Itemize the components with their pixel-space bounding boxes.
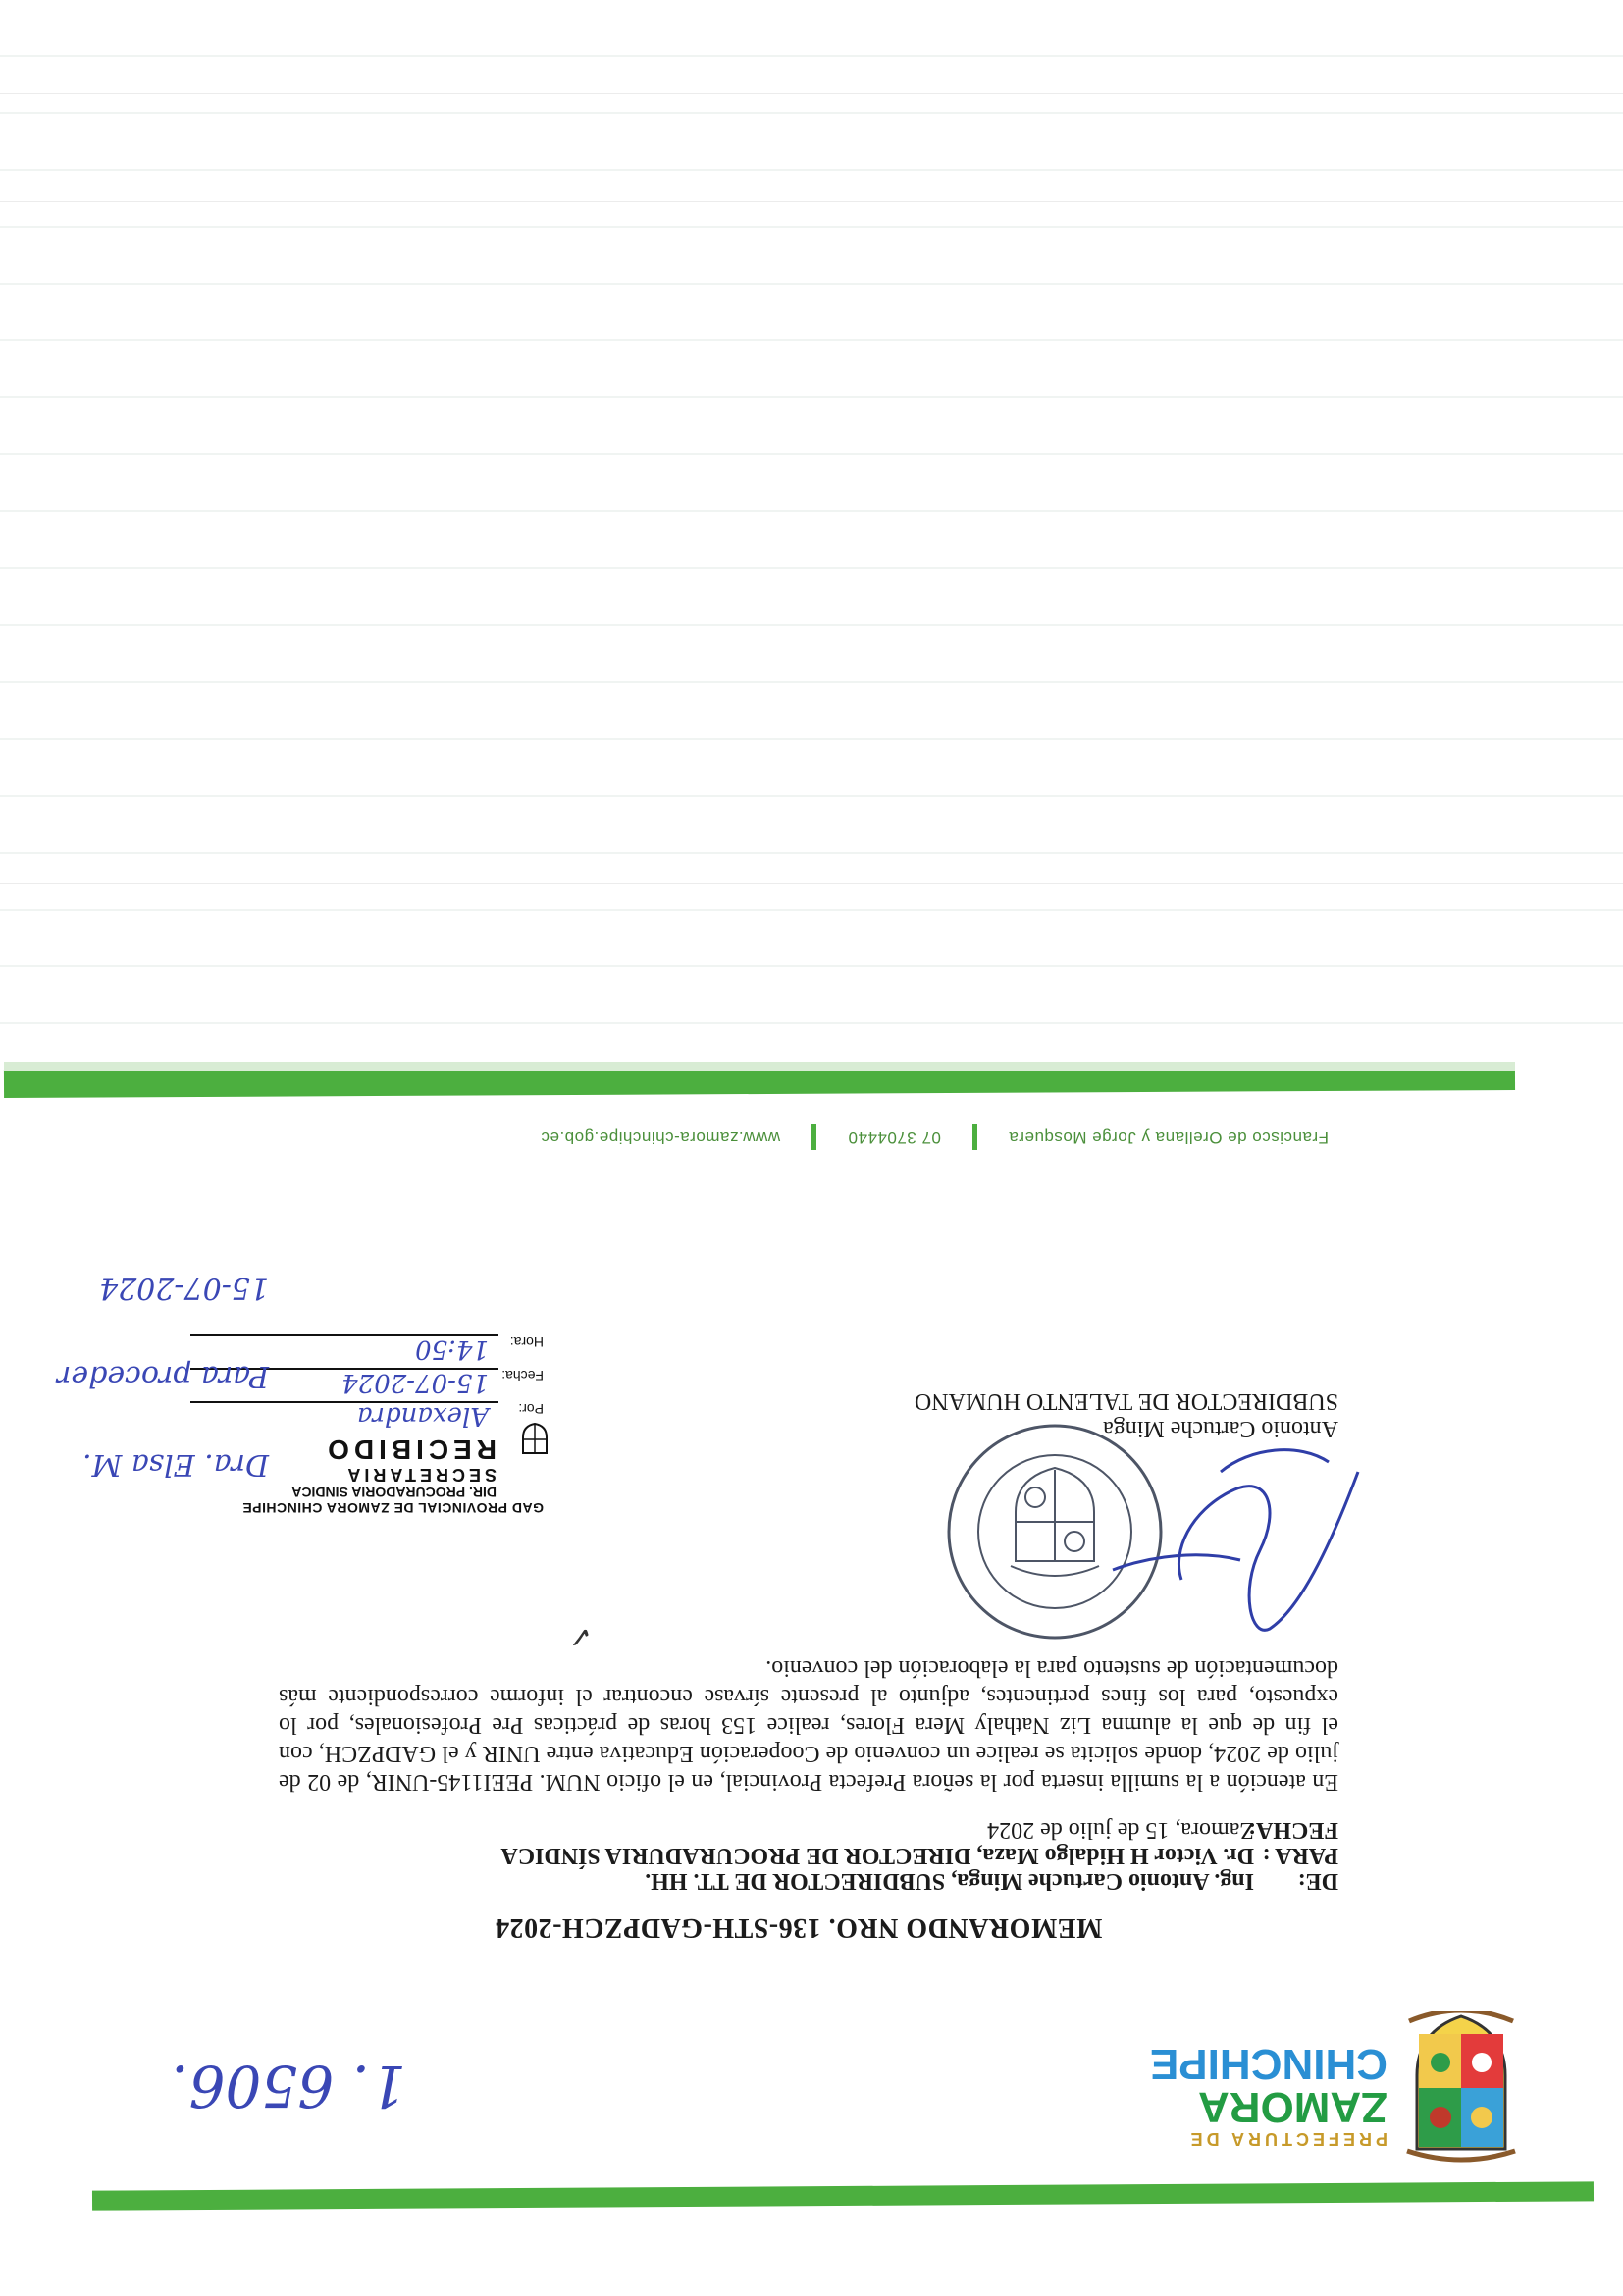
header-value: Dr. Victor H Hidalgo Maza, DIRECTOR DE PROCURADURIA SÍNDICA: [500, 1843, 1254, 1868]
header-row-date: [279, 1817, 1338, 1843]
top-green-band: [92, 2181, 1594, 2210]
stamp-value: 15-07-2024: [190, 1368, 498, 1395]
footer-separator: [812, 1124, 816, 1150]
footer-phone: 07 3704440: [848, 1128, 941, 1147]
signer-position: SUBDIRECTOR DE TALENTO HUMANO: [914, 1388, 1338, 1414]
prefecture-emblem-icon: [1397, 2011, 1525, 2168]
stamp-emblem-icon: [520, 1422, 550, 1457]
header-label: FECHA:: [1248, 1817, 1338, 1843]
stamp-value: 14:50: [190, 1334, 498, 1362]
stamp-key: Por:: [518, 1401, 544, 1417]
memo-body-paragraph: En atención a la sumilla inserta por la señora Prefecta Provincial, en el oficio NUM. PEEI1145-UNIR, de 02 de julio de 2024, donde solicita se realice un convenio de Cooperación Educativa entre UNIR y el GADPZCH, con el fin de que la alumna Liz Nathaly Mera Flores, realice 153 horas de prácticas Pre Profesionales, por lo expuesto, para los fines pertinentes, adjunto al presente sírvase encontrar el informe correspondiente más documentación de sustento para la elaboración del convenio.: [279, 1655, 1338, 1795]
stamp-department: DIR. PROCURADORIA SINDICA: [291, 1485, 497, 1500]
header-label: PARA :: [1262, 1843, 1338, 1868]
scan-artifact-line: [0, 883, 1623, 884]
check-mark-icon: ✓: [567, 1619, 593, 1653]
stamp-value: Alexandra: [190, 1401, 498, 1429]
footer: [541, 1124, 1329, 1150]
header-row-from: [279, 1868, 1338, 1894]
footer-address: Francisco de Orellana y Jorge Mosquera: [1008, 1128, 1329, 1147]
memo-header: [279, 1817, 1338, 1894]
brand-line-1: ZAMORA: [1197, 2083, 1387, 2131]
stamp-row-hora: [190, 1334, 544, 1362]
handwritten-note: 15-07-2024: [99, 1271, 269, 1305]
footer-website: www.zamora-chinchipe.gob.ec: [541, 1128, 781, 1147]
stamp-row-por: [190, 1401, 544, 1429]
stamp-status: RECIBIDO: [323, 1435, 497, 1465]
header-value: Zamora, 15 de julio de 2024: [987, 1817, 1254, 1843]
header-row-to: [279, 1843, 1338, 1868]
handwritten-note: Dra. Elsa M.: [82, 1447, 269, 1482]
brand-pre-label: PREFECTURA DE: [1186, 2129, 1387, 2149]
stamp-office: SECRETARIA: [343, 1465, 497, 1485]
handwritten-note: Para proceder: [57, 1359, 269, 1393]
handwritten-number: 1. 6506.: [171, 2053, 406, 2119]
memo-sheet: [0, 1040, 1623, 2296]
stamp-institution: GAD PROVINCIAL DE ZAMORA CHINCHIPE: [241, 1500, 544, 1516]
brand-line-2: CHINCHIPE: [1149, 2040, 1387, 2088]
memo-title: MEMORANDO NRO. 136-STH-GADPZCH-2024: [495, 1912, 1103, 1943]
header-value: Ing. Antonio Cartuche Minga, SUBDIRECTOR DE TT. HH.: [645, 1868, 1254, 1894]
brand-wordmark: [1150, 2042, 1387, 2149]
stamp-key: Fecha:: [501, 1368, 544, 1383]
signer-name: Antonio Cartuche Minga: [1103, 1416, 1338, 1441]
memo-body: [279, 1653, 1338, 1796]
footer-separator: [972, 1124, 977, 1150]
signer-block: [915, 1387, 1338, 1442]
signature-icon: [1093, 1433, 1387, 1668]
scan-background: [0, 0, 1623, 1040]
header-label: DE:: [1297, 1868, 1338, 1894]
scan-artifact-line: [0, 93, 1623, 94]
stamp-key: Hora:: [509, 1334, 544, 1350]
scan-artifact-line: [0, 201, 1623, 202]
bottom-band-shadow: [4, 1062, 1515, 1071]
